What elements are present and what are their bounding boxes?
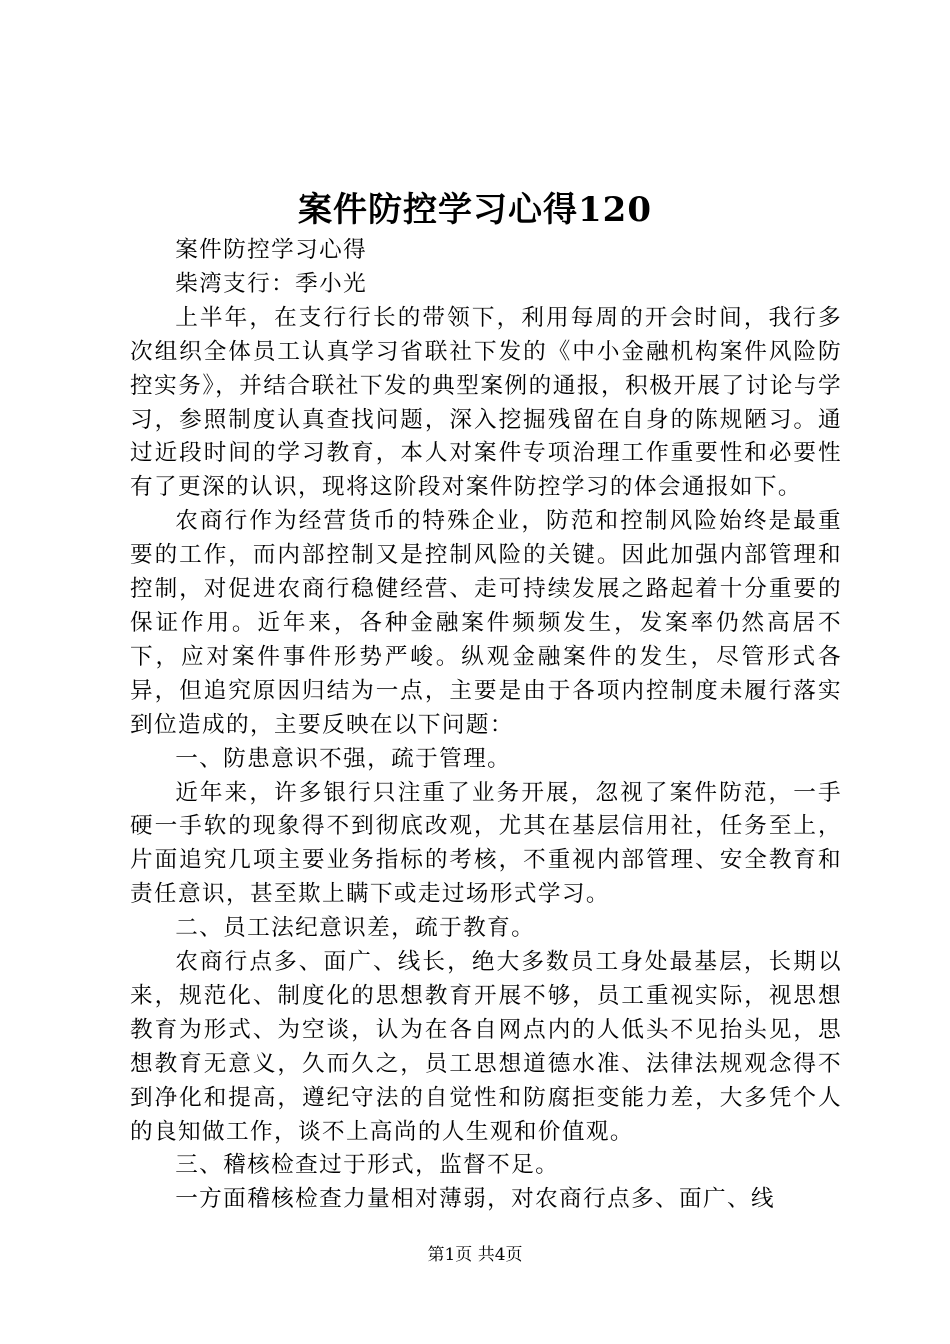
section-heading: 三、稽核检查过于形式，监督不足。	[175, 1152, 560, 1179]
paragraph: 农商行点多、面广、线长，绝大多数员工身处最基层，长期以来，规范化、制度化的思想教育开展不够，员工重视实际，视思想教育为形式、为空谈，认为在各自网点内的人低头不见抬头见，思想教育无意义，久而久之，员工思想道德水准、法律法规观念得不到净化和提高，遵纪守法的自觉性和防腐拒变能力差，大多凭个人的良知做工作，谈不上高尚的人生观和价值观。	[130, 949, 842, 1145]
page-footer: 第1页 共4页	[427, 1245, 523, 1265]
document-body	[130, 234, 842, 1217]
section-heading: 二、员工法纪意识差，疏于教育。	[175, 915, 536, 942]
subtitle: 案件防控学习心得	[175, 237, 368, 263]
section-heading: 一、防患意识不强，疏于管理。	[175, 745, 512, 772]
author-line: 柴湾支行：季小光	[175, 270, 368, 297]
document-title: 案件防控学习心得120	[298, 190, 652, 230]
paragraph: 一方面稽核检查力量相对薄弱，对农商行点多、面广、线	[175, 1186, 776, 1213]
paragraph: 近年来，许多银行只注重了业务开展，忽视了案件防范，一手硬一手软的现象得不到彻底改观，尤其在基层信用社，任务至上，片面追究几项主要业务指标的考核，不重视内部管理、安全教育和责任意识，甚至欺上瞒下或走过场形式学习。	[130, 779, 842, 908]
paragraph: 上半年，在支行行长的带领下，利用每周的开会时间，我行多次组织全体员工认真学习省联社下发的《中小金融机构案件风险防控实务》，并结合联社下发的典型案例的通报，积极开展了讨论与学习，参照制度认真查找问题，深入挖掘残留在自身的陈规陋习。通过近段时间的学习教育，本人对案件专项治理工作重要性和必要性有了更深的认识，现将这阶段对案件防控学习的体会通报如下。	[130, 304, 842, 501]
paragraph: 农商行作为经营货币的特殊企业，防范和控制风险始终是最重要的工作，而内部控制又是控制风险的关键。因此加强内部管理和控制，对促进农商行稳健经营、走可持续发展之路起着十分重要的保证作用。近年来，各种金融案件频频发生，发案率仍然高居不下，应对案件事件形势严峻。纵观金融案件的发生，尽管形式各异，但追究原因归结为一点，主要是由于各项内控制度未履行落实到位造成的，主要反映在以下问题：	[130, 508, 842, 738]
